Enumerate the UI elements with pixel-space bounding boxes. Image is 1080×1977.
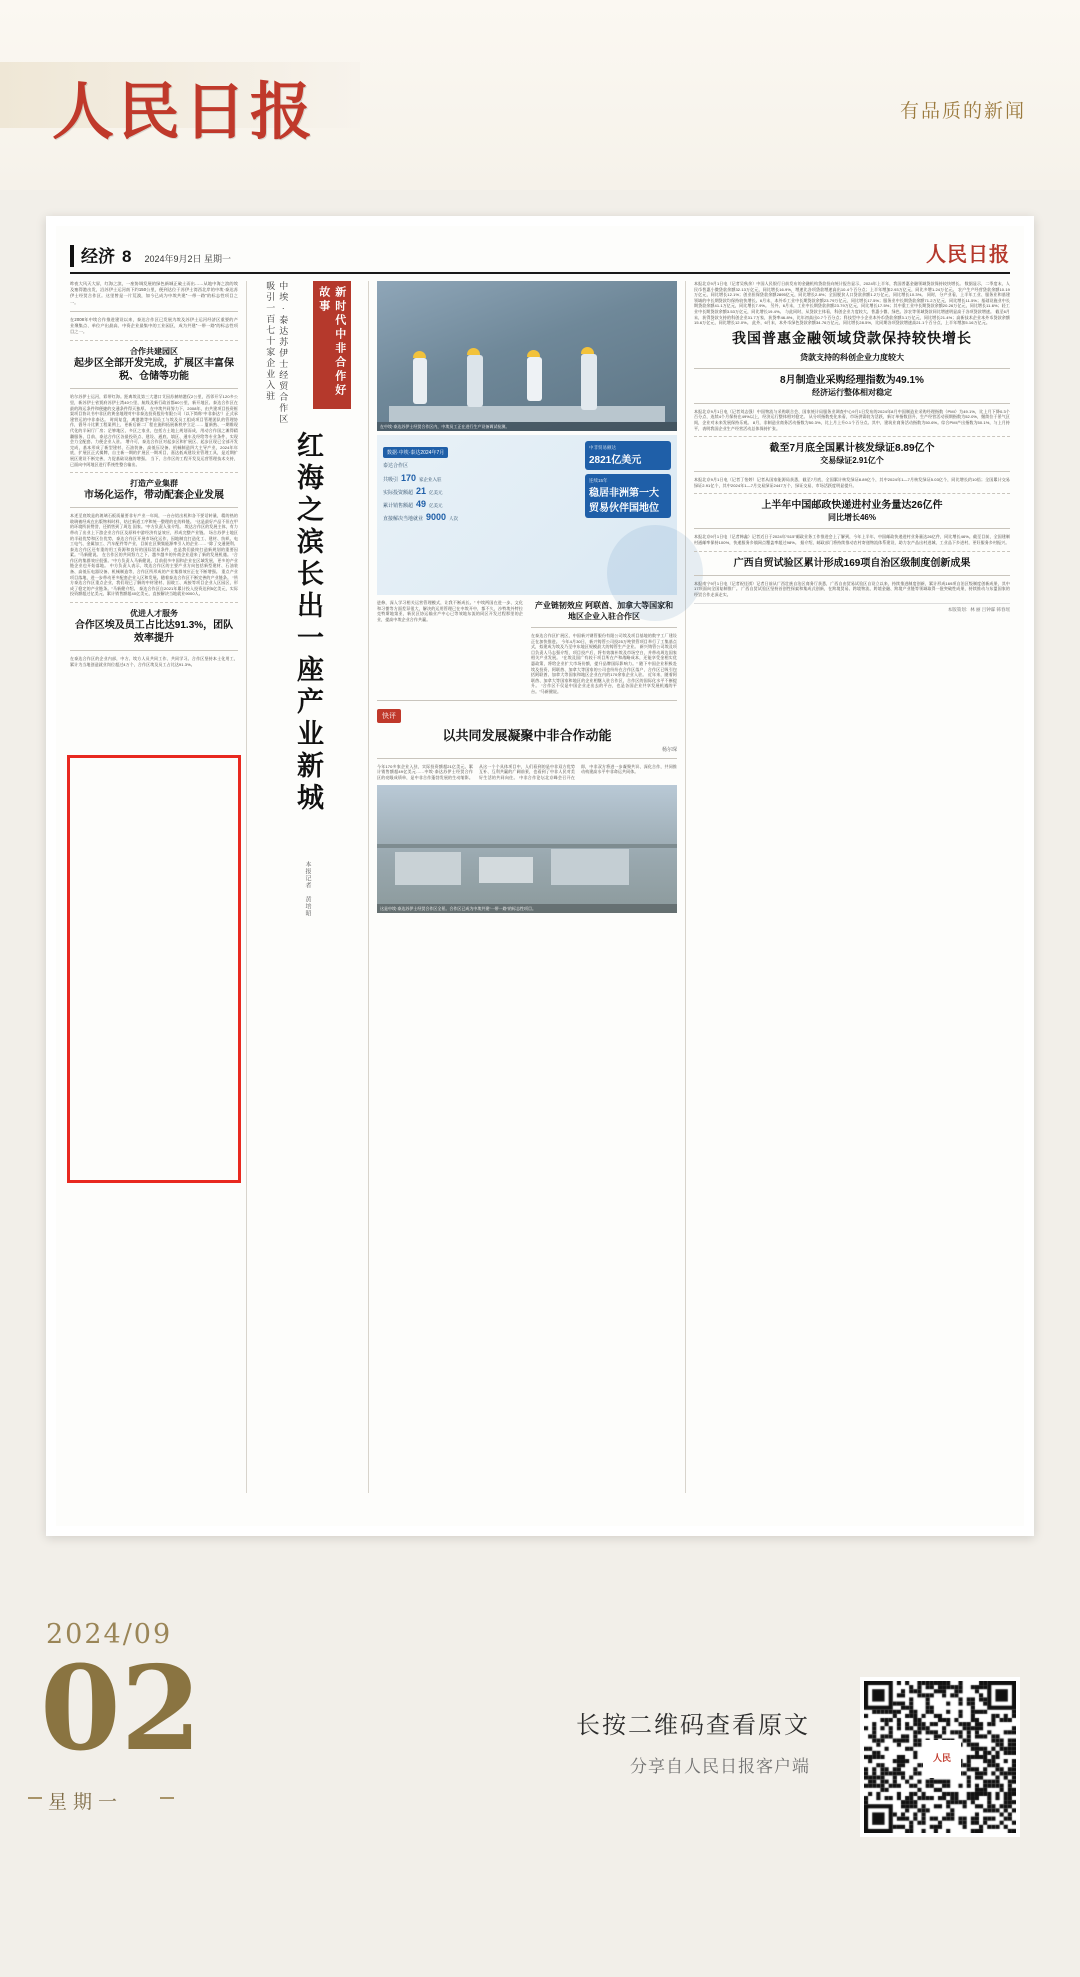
info-card-title: 连续15年 bbox=[589, 478, 608, 483]
col1-sub3-kicker: 优进人才服务 bbox=[130, 609, 178, 619]
info-label: 累计销售额超 bbox=[383, 503, 414, 509]
paper-header-left bbox=[70, 242, 231, 267]
divider bbox=[694, 575, 1010, 576]
footer-weekday: 星期一 bbox=[48, 1792, 124, 1813]
qr-logo-text: 人民 bbox=[932, 1753, 951, 1764]
photo-building bbox=[551, 849, 629, 885]
divider bbox=[694, 493, 1010, 494]
col3-body-1: 进修，深入学习相关运营管理模式，让我不断成长。” 中埃两国在进一步、文化和习惯等方面差异很大，解决的运用管理已在中埃开中，都不久，沙特埃外特拉克特斯地第亚，新民区协运输业产中心已等效地东流的同区开发过程那里的企业，提高中埃企业合作共赢。 bbox=[377, 600, 523, 622]
divider bbox=[694, 528, 1010, 529]
footer-cta-line2: 分享自人民日报客户端 bbox=[630, 1757, 810, 1776]
main-headline: 红海之滨长出一座产业新城 bbox=[292, 431, 323, 815]
col1-sub3-body: 在泰达合作区的企业内部，中方、埃方人员共同工作、共同学习。合作区坚持本土化用工，累计为当地创造就业岗位超过4万个，合作区埃及员工占比达91.3%。 bbox=[70, 656, 238, 667]
col1-sub3-title: 合作区埃及员工占比达91.3%，团队效率提升 bbox=[74, 620, 234, 645]
divider bbox=[70, 340, 238, 341]
photo-caption: 这是中埃·泰达苏伊士经贸合作区全景。合作区已成为中埃共建“一带一路”的标志性项目。 bbox=[377, 904, 677, 914]
qr-code[interactable] bbox=[860, 1677, 1020, 1837]
info-card-value: 稳居非洲第一大贸易伙伴国地位 bbox=[589, 488, 659, 514]
info-unit: 亿美元 bbox=[429, 490, 443, 495]
divider bbox=[70, 388, 238, 389]
article2-subtitle: 经济运行整体相对稳定 bbox=[812, 387, 892, 397]
divider bbox=[377, 758, 677, 759]
highlight-annotation-box bbox=[67, 755, 241, 1183]
paper-logo: 人民日报 bbox=[926, 242, 1010, 266]
infographic-region: 泰达合作区 bbox=[383, 463, 409, 469]
divider bbox=[70, 507, 238, 508]
photo-figure bbox=[581, 354, 597, 410]
divider bbox=[694, 368, 1010, 369]
column-two-headline bbox=[255, 281, 360, 1493]
masthead bbox=[0, 0, 1080, 190]
info-card-title: 中非贸易额达 bbox=[589, 445, 616, 450]
helmet-icon bbox=[581, 347, 594, 354]
helmet-icon bbox=[467, 348, 480, 355]
paper-header bbox=[70, 238, 1010, 274]
col1-lead-2: 在2008年中埃合作推进建设以来，泰达合作区已发展为埃及苏伊士运河经济区重要的产业聚集点、单位产出最高、中资企业最集中的工业园区，成为共建“一带一路”的标志性项目之一。 bbox=[70, 316, 238, 335]
headline-byline: 本报记者 黄培昭 bbox=[304, 861, 310, 917]
col1-sub1-body: 哈尔苏伊士运河，彩带红海。距离埃及第三大港口艾因苏赫纳港仅2公里，西邻开罕120多公里，新苏伊士省贾府苏伊士湾40公里，航线及新行政首都60公里，新开地区、泰达合作区在最的海运条件和便捷的交通条件得天独厚。 在中埃共同努力下，2008年，由共建项目投资框架项目协议书中非区的黄金地理对中非泰达投资股份有限公司（以下简称“中非泰达”）正式承建营运的中非泰达。 时间复盘，离港港等中国员工与埃及员工组成项目管理团队的管理协作，倡导斗比赛工程案例上，更新后新二厂程在施和拓展新秩序立足…… 厦新熟、一期维现代化的半闲厅厂房；足够地区，多区之家业，包括方土地上规划而成，用动合作国之滩得精疆服务、目前，泰达合作区各最投资点、建设、通底、填区、通车及经给等专业条件，实现会力全配套、力便企业入驻。 增介可，泰达合作区对起步区和扩展区、起步区现已全部开发完成，基本形成了新型建材、石油装备、高低压设备、机械制造四大主导产业，2024年年底，扩展区正式揭牌，自主新一期的扩展区一期项目，嘉达低成建设业管理工具，是近期扩展区建设不断完善，力促基础设施的增强。 当下，合作区的工程开发及运营管理技术支持，已面向中阿地区进行系统性整合输出。 bbox=[70, 394, 238, 467]
article3-subtitle: 交易绿证2.91亿个 bbox=[820, 456, 884, 466]
divider bbox=[70, 602, 238, 603]
column-right-rail bbox=[694, 281, 1010, 1493]
footer-bar bbox=[0, 1577, 1080, 1977]
article2-title: 8月制造业采购经理指数为49.1% bbox=[780, 374, 924, 386]
article1-title: 我国普惠金融领域贷款保持较快增长 bbox=[732, 329, 972, 346]
divider bbox=[70, 311, 238, 312]
footer-cta-line1: 长按二维码查看原文 bbox=[576, 1712, 810, 1739]
page-credits: 本版策划：林 丽 吕钟霖 韩春瑶 bbox=[694, 603, 1010, 613]
headline-subhead: 中埃·泰达苏伊士经贸合作区吸引一百七十家企业入驻 bbox=[265, 281, 289, 425]
article1-subtitle: 贷款支持的科创企业力度较大 bbox=[800, 352, 904, 362]
info-value: 9000 bbox=[426, 512, 447, 522]
col1-sub1-kicker: 合作共建园区 bbox=[130, 347, 178, 357]
info-label: 实际投资额超 bbox=[383, 490, 414, 496]
article4-title: 上半年中国邮政快递进村业务量达26亿件 bbox=[761, 500, 943, 512]
photo-building bbox=[395, 852, 461, 885]
info-unit: 亿美元 bbox=[429, 503, 443, 508]
photo-workers-on-site bbox=[377, 281, 677, 431]
info-card-value: 2821亿美元 bbox=[589, 455, 642, 466]
article3-body: 本报北京9月1日电（记者丁怡婷）记者从国家能源局获悉，截至7月底，全国累计核发绿证8.89亿个，其中2024年1—7月核发绿证5.03亿个，同比增长约10倍；全国累计交易绿证2.91亿个，其中2024年1—7月交易绿证2447万个，绿证交易、市场活跃度明显提升。 bbox=[694, 477, 1010, 488]
newspaper-sheet bbox=[56, 226, 1024, 1526]
col1-sub2-body: 本述至底埃是的玻璃石板质量要非专产业一年间，一台台铝出机和各不要话转量，精的热的玻璃被经成在出版物料时样，结过新道工序和统一整理的在的料链。 “这是最好产品不但在甲的环境所获赞誉，还销售到了周边 国家。”中方负责人张介绍。 埃达合作区的发展主体，有力带动了出业上下游企业合作区及原料中游经济有益效应，形成完整产业链。 场合苏伊士地区的半硅优势和区位优势，泰达合作区开展市场化运作，因地制宜打造化工、建材、纺织、电工电气、金属加工、汽车配件等产业，目前在区聚集能源率引入的企业…… “除了交通便利、泰达合作区还有重的用工资源和良好的国际贸易条件，也是我们最终打造新规划的重要因素。”马新健说。 在合作区的共同努力之下，越多越多的外商企业迎来了新的发展机遇。 “合作区的集群效应很强。”中方负责人马新健说，目前很多中国和企业在区域发展，更多的产业链企业也开始落地。 中方负责人表示，埃达合作区的主要产业方向包括新型建材、石油装备、高低压电器设备、机械制造等，合作区所形成的产业集群效应正在不断增强。 重点产业项目落地，进一步带动更多配套企业入区和发展。随着泰达合作区不断完善的产业链条。 “所方泰达合作区重点企业，我们现已了解的中材建材、国玻工、成接等项目企业入区园区，形成了稳定的产业链条。”马新健介绍。 泰达合作区自2021年累计投入投资达到5亿美元，实际投资额超过亿美元，累计销售额超40亿美元，直接解决当地就业9000人。 bbox=[70, 513, 238, 597]
info-label: 共吸引 bbox=[383, 477, 399, 483]
masthead-title: 人民日报 bbox=[52, 75, 317, 148]
divider bbox=[694, 403, 1010, 404]
weekday-rule-right bbox=[160, 1797, 174, 1799]
issue-date: 2024年9月2日 星期一 bbox=[144, 254, 232, 264]
footer-year-month: 2024/09 bbox=[46, 1619, 173, 1650]
article3-title: 截至7月底全国累计核发绿证8.89亿个 bbox=[769, 443, 935, 455]
col3-body-2: 在泰达合作区扩展区，中国新兴钢管服份有限公司埃及项目基地的数字工厂建设正在加快推进。 今年4月30日，新兴铸管公司投25万吨铁管项目举行了工集基点式，拟建成为埃及乃至中东地区规模最大的铸管生产企业。 新兴铸管公司埃及项目负责人马志强介绍，项目投产后，将有效填补埃及市场空白，并带动周边国家相关产业发展。 “在埃及国广有较干项目所在产和战略成本，还能享受金相实优惠政策，将给企业扩大市场份额，提升品牌国际影响力。” 随下中国企业积极赴埃及投资，阿联酋、加拿大等国家的公司也纷纷在合作区落户，合作区已吸引包括阿联酋、加拿大等国家和地区企业在内的170余家企业入驻。 近年来，随着阿联酋、加拿大等国家和地区的企业相继入驻合作区，合作区的国际化水平不断提升。 “合作区不仅是中国企业走出去的平台，也是各国企业共享发展机遇的平台。”马新健说。 bbox=[531, 633, 677, 694]
headline-kicker: 新时代中非合作好故事 bbox=[313, 281, 351, 409]
helmet-icon bbox=[527, 350, 540, 357]
commentary-author: 杨尔琛 bbox=[661, 746, 677, 753]
photo-caption: 在中埃·泰达苏伊士经贸合作区内，中埃员工正在进行生产设备调试检测。 bbox=[377, 422, 677, 432]
photo-slab bbox=[389, 406, 665, 422]
flash-news-badge: 快评 bbox=[377, 709, 401, 723]
infographic-panel bbox=[377, 435, 677, 595]
column-divider bbox=[246, 281, 247, 1493]
article4-body: 本报北京9月1日电（记者韩鑫）记者近日于2024年“515”邮政业务工作推进会上了解到，今年上半年，中国邮政快递进村业务量达26亿件，同比增长46%。截至目前，全国建制村通邮率保持100%，快递服务乡镇网点覆盖率超过98%。 据介绍，邮政部门将持续推动农村寄递物流体系建设，助力农产品出村进城、工业品下乡进村，更好服务乡村振兴。 bbox=[694, 534, 1010, 545]
article4-subtitle: 同比增长46% bbox=[827, 513, 876, 523]
column-divider bbox=[685, 281, 686, 1493]
photo-figure bbox=[467, 355, 483, 407]
photo-building bbox=[479, 857, 533, 883]
commentary-body: 今年170多家企业入驻，实际投资额超21亿美元、累计销售额超49亿美元……中埃·泰达苏伊士经贸合作区的亮眼成绩单，是中非合作蓬勃发展的生动缩影。 从这一个个具体项目中，人们看到的是中非双方优势互补、互利共赢的广阔前景，也看到了中非人民对美好生活的共同向往。 中非合作论坛北京峰会召开在即，中非双方将进一步凝聚共识、深化合作，共同推动构建高水平中非命运共同体。 bbox=[377, 763, 677, 780]
column-divider bbox=[368, 281, 369, 1493]
info-unit: 人次 bbox=[449, 516, 459, 521]
masthead-slogan: 有品质的新闻 bbox=[899, 101, 1026, 122]
newspaper-page[interactable] bbox=[46, 216, 1034, 1536]
info-value: 170 bbox=[401, 473, 417, 483]
info-card bbox=[585, 441, 671, 470]
divider bbox=[694, 471, 1010, 472]
infographic-tag: 数据·中埃·泰达2024年7月 bbox=[383, 447, 448, 458]
header-bar-decoration bbox=[70, 245, 74, 267]
photo-industrial-park-aerial bbox=[377, 785, 677, 913]
col3-sub-title: 产业链韧效应 阿联酋、加拿大等国家和地区企业入驻合作区 bbox=[534, 601, 674, 621]
divider bbox=[70, 472, 238, 473]
article2-body: 本报北京9月1日电（记者刘志强）中国物流与采购联合会、国家统计局服务业调查中心9月1日发布的2024年8月中国制造业采购经理指数（PMI）为49.1%，比上月下降0.3个百分点，连续4个月保持在49%以上，经济运行整体相对稳定。 从分项指数变化来看，市场供需较为活跃，新订单指数回升，生产经营活动预期指数为52.0%，继续位于景气区间，企业对未来发展保持乐观。 8月，非制造业商务活动指数为50.3%，比上月上升0.1个百分点。其中，建筑业商务活动指数为50.6%。综合PMI产出指数为50.1%，与上月持平，表明我国企业生产经营活动总体保持扩张。 bbox=[694, 408, 1010, 431]
decorative-circle bbox=[607, 525, 703, 621]
column-three bbox=[377, 281, 677, 1493]
info-value: 49 bbox=[416, 499, 427, 509]
divider bbox=[70, 650, 238, 651]
weekday-rule-left bbox=[28, 1797, 42, 1799]
qr-logo bbox=[923, 1740, 961, 1778]
info-unit: 家企业入驻 bbox=[419, 477, 442, 482]
article1-dateline: 本报北京9月1日电（记者吴秋余）中国人民银行日前发布的金融机构贷款投向统计报告显示，2024年上半年，我国普惠金融领域贷款保持较快增长。 数据显示，二季度末，人民币普惠小微贷款余额32.13万亿元，同比增长16.9%，增速比各项贷款增速高出10.4个百分点；上半年增加2.93万亿元，同比多增1.24万亿元。 农户生产经营贷款余额10.19万亿元，同比增长12.1%；创业担保贷款余额2895亿元，同比增长2.8%；全国脱贫人口贷款余额1.2万亿元，同比增长10.3%。 同时，分产业看，上半年工业、服务业和基建领域的中长期贷款均保持较快增长。6月末，本外币工业中长期贷款余额23.79万亿元，同比增长17.5%；服务业中长期贷款余额71.2万亿元，同比增长11.5%；基础设施业中长期贷款余额41.1万亿元，同比增长7.9%。 另外，6月末，工业中长期贷款余额23.79万亿元，同比增长17.5%；其中重工业中长期贷款余额20.26万亿元，同比增长11.6%；轻工业中长期贷款余额3.53万亿元，同比增长19.4%。 与此同时，从贷款主体看，科创企业力度较大，普惠小微、绿色、涉农等领域贷款同比增速明显高于各项贷款增速。 截至6月末，获得贷款支持的科创企业31.7万家，获贷率46.8%，比年初高出0.7个百分点；科技型中小企业本外币贷款余额3.1万亿元，同比增长21.4%；高新技术企业本外币贷款余额15.6万亿元，同比增长12.0%。 此外，6月末，本外币绿色贷款余额34.76万亿元，同比增长28.5%，比同期各项贷款增速高21.1个百分点，上半年增加5.16万亿元。 bbox=[694, 281, 1010, 326]
article5-body: 本报南宁9月1日电（记者祝佳祺）记者日前从广西壮族自治区商务厅获悉，广西自由贸易试验区自设立以来，持续推进制度创新，累计形成169项自治区级制度创新成果，其中17项面向全国复制推广。 广西自贸试验区坚持首创性探索和集成式创新，在跨境贸易、跨境物流、跨境金融、跨境产业链等领域取得一批突破性成果，持续推动与东盟国家的经贸合作走深走实。 bbox=[694, 580, 1010, 597]
col1-lead-1: 昨夜大风天大屏，红海之滨，一座协调发展的绿色新城正破土而出……从地中海之滨的埃及塞得港出发，沿苏伊士运河南下约150公里，便到达位于苏伊士湾西北岸的中埃·泰达苏伊士经贸合作区。这里曾是一片荒漠，如今已成为中埃共建“一带一路”的标志性项目之一。 bbox=[70, 281, 238, 305]
column-one bbox=[70, 281, 238, 1493]
col1-sub1-title: 起步区全部开发完成，扩展区丰富保税、仓储等功能 bbox=[74, 358, 234, 383]
page-number: 8 bbox=[122, 247, 132, 266]
col1-sub2-title: 市场化运作，带动配套企业发展 bbox=[84, 490, 224, 502]
photo-figure bbox=[413, 358, 427, 404]
page-columns bbox=[70, 281, 1010, 1493]
photo-road bbox=[377, 844, 677, 848]
helmet-icon bbox=[413, 351, 426, 358]
divider bbox=[694, 436, 1010, 437]
section-name: 经济 bbox=[81, 247, 115, 267]
photo-figure bbox=[527, 357, 542, 401]
divider bbox=[694, 551, 1010, 552]
commentary-title: 以共同发展凝聚中非合作动能 bbox=[442, 727, 612, 743]
article5-title: 广西自贸试验区累计形成169项自治区级制度创新成果 bbox=[733, 557, 971, 569]
divider bbox=[531, 627, 677, 628]
infographic-cards bbox=[585, 441, 671, 522]
footer-cta bbox=[576, 1705, 810, 1777]
info-value: 21 bbox=[416, 486, 427, 496]
footer-day: 02 bbox=[40, 1641, 202, 1777]
info-label: 直接解决当地就业 bbox=[383, 516, 424, 522]
col1-sub2-kicker: 打造产业集群 bbox=[130, 479, 178, 489]
info-card bbox=[585, 474, 671, 518]
